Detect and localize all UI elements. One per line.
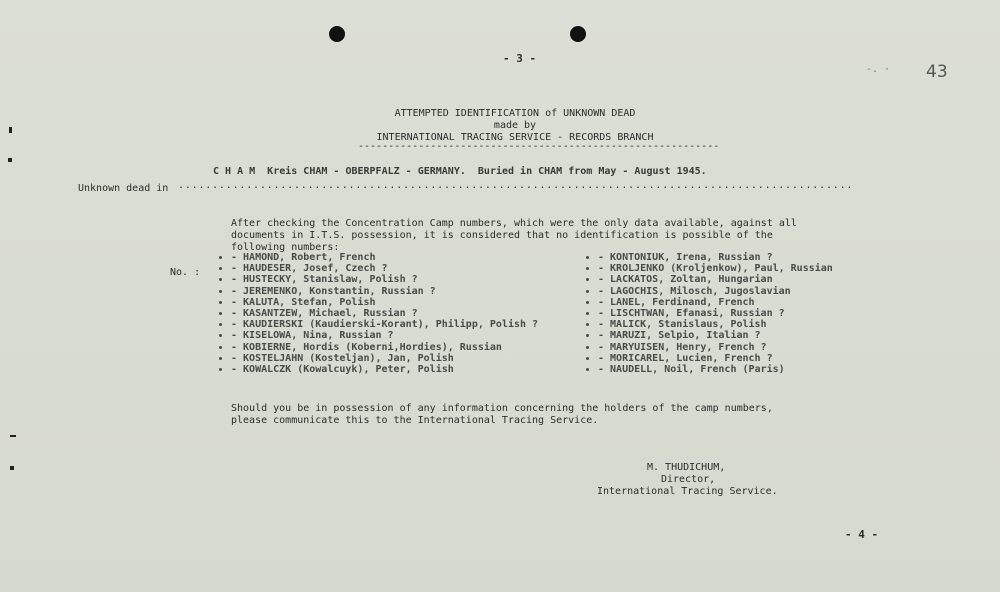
header-line-3: INTERNATIONAL TRACING SERVICE - RECORDS BRANCH — [376, 132, 654, 143]
intro-line-1: After checking the Concentration Camp numbers, which were the only data available, against all — [231, 218, 797, 229]
list-item: • - JEREMENKO, Konstantin, Russian ? — [231, 286, 538, 297]
no-label: No. : — [170, 267, 201, 278]
list-item: • - KROLJENKO (Kroljenkow), Paul, Russian — [598, 263, 833, 274]
names-list-left — [231, 252, 538, 375]
list-item: • - HUSTECKY, Stanislaw, Polish ? — [231, 274, 538, 285]
unknown-label: Unknown dead in — [78, 183, 169, 194]
list-item: • - MALICK, Stanislaus, Polish — [598, 319, 833, 330]
page-number: - 3 - — [503, 52, 537, 65]
list-item: • - KONTONIUK, Irena, Russian ? — [598, 252, 833, 263]
intro-line-2: documents in I.T.S. possession, it is considered that no identification is possible of the — [231, 230, 773, 241]
corner-dashes: -. · — [866, 64, 891, 75]
list-item: • - MARYUISEN, Henry, French ? — [598, 342, 833, 353]
list-item: • - NAUDELL, Noil, French (Paris) — [598, 364, 833, 375]
corner-number: 43 — [926, 62, 948, 82]
fill-dots: ................................................................................................... — [178, 180, 854, 191]
list-item: • - MARUZI, Selpio, Italian ? — [598, 330, 833, 341]
intro-line-3: following numbers: — [231, 242, 340, 253]
header-line-1: ATTEMPTED IDENTIFICATION of UNKNOWN DEAD — [394, 108, 636, 119]
punch-hole-left — [329, 26, 345, 42]
margin-mark — [8, 158, 12, 162]
list-item: • - KOBIERNE, Hordis (Koberni,Hordies), Russian — [231, 342, 538, 353]
closing-line-1: Should you be in possession of any information concerning the holders of the camp numbers, — [231, 403, 773, 414]
next-page-number: - 4 - — [845, 528, 879, 541]
list-item: • - KOWALCZK (Kowalcuyk), Peter, Polish — [231, 364, 538, 375]
list-item: • - KISELOWA, Nina, Russian ? — [231, 330, 538, 341]
names-list-right — [598, 252, 833, 375]
list-item: • - KAUDIERSKI (Kaudierski-Korant), Philipp, Polish ? — [231, 319, 538, 330]
signature-org: International Tracing Service. — [597, 486, 778, 497]
list-item: • - KOSTELJAHN (Kosteljan), Jan, Polish — [231, 353, 538, 364]
location-line: C H A M Kreis CHAM - OBERPFALZ - GERMANY. Buried in CHAM from May - August 1945. — [213, 166, 707, 177]
list-item: • - LANEL, Ferdinand, French — [598, 297, 833, 308]
closing-line-2: please communicate this to the International Tracing Service. — [231, 415, 599, 426]
list-item: • - KASANTZEW, Michael, Russian ? — [231, 308, 538, 319]
list-item: • - HAUDESER, Josef, Czech ? — [231, 263, 538, 274]
header-rule: ------------------------------------------------------------ — [358, 141, 720, 152]
margin-mark — [9, 127, 12, 133]
signature-name: M. THUDICHUM, — [647, 462, 726, 473]
list-item: • - LAGOCHIS, Milosch, Jugoslavian — [598, 286, 833, 297]
punch-hole-right — [570, 26, 586, 42]
list-item: • - MORICAREL, Lucien, French ? — [598, 353, 833, 364]
list-item: • - KALUTA, Stefan, Polish — [231, 297, 538, 308]
margin-mark — [10, 466, 14, 470]
signature-title: Director, — [661, 474, 716, 485]
header-line-2: made by — [493, 120, 537, 131]
list-item: • - LISCHTWAN, Efanasi, Russian ? — [598, 308, 833, 319]
list-item: • - LACKATOS, Zoltan, Hungarian — [598, 274, 833, 285]
list-item: • - HAMOND, Robert, French — [231, 252, 538, 263]
margin-mark — [10, 435, 16, 437]
